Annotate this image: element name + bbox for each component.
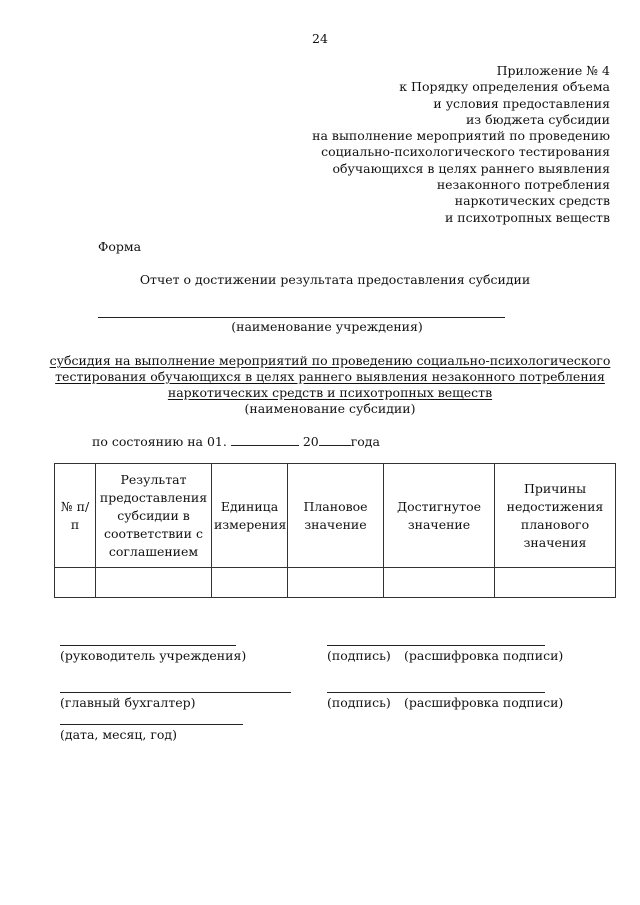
head-decoding-caption: (расшифровка подписи) <box>404 648 564 663</box>
appendix-line: и психотропных веществ <box>444 209 610 225</box>
table-cell[interactable] <box>384 568 495 598</box>
accountant-signature-caption: (подпись) <box>327 695 391 710</box>
as-of-year-field[interactable] <box>319 434 351 446</box>
as-of-year-prefix: 20 <box>302 434 319 449</box>
table-cell[interactable] <box>212 568 288 598</box>
appendix-line: незаконного потребления <box>436 177 610 193</box>
head-signature-line[interactable] <box>60 645 236 646</box>
as-of-day-month-field[interactable] <box>231 434 299 446</box>
as-of-date <box>92 434 380 449</box>
page-number: 24 <box>312 31 328 46</box>
table-row <box>55 568 616 598</box>
form-label: Форма <box>98 239 142 254</box>
subsidy-caption: (наименование субсидии) <box>244 401 416 416</box>
appendix-line: к Порядку определения объема <box>399 79 610 95</box>
date-line[interactable] <box>60 724 243 725</box>
table-cell[interactable] <box>288 568 384 598</box>
table-cell[interactable] <box>495 568 616 598</box>
head-caption: (руководитель учреждения) <box>60 648 247 663</box>
appendix-line: социально-психологического тестирования <box>321 144 610 160</box>
header-planned: Плановое значение <box>288 464 384 568</box>
accountant-caption: (главный бухгалтер) <box>60 695 196 710</box>
appendix-line: из бюджета субсидии <box>465 111 610 127</box>
as-of-prefix: по состоянию на 01. <box>92 434 227 449</box>
header-achieved: Достигнутое значение <box>384 464 495 568</box>
appendix-line: наркотических средств <box>454 193 610 209</box>
head-decoding-line[interactable] <box>327 645 545 646</box>
header-reasons: Причины недостижения планового значения <box>495 464 616 568</box>
institution-caption: (наименование учреждения) <box>231 319 423 334</box>
date-caption: (дата, месяц, год) <box>60 727 177 742</box>
appendix-line: на выполнение мероприятий по проведению <box>312 128 610 144</box>
table-header-row <box>55 464 616 568</box>
appendix-line: Приложение № 4 <box>496 63 610 78</box>
subsidy-line: тестирования обучающихся в целях раннего выявления незаконного потребления <box>55 369 605 384</box>
head-signature-caption: (подпись) <box>327 648 391 663</box>
table-cell[interactable] <box>55 568 96 598</box>
header-number: № п/п <box>55 464 96 568</box>
accountant-decoding-line[interactable] <box>327 692 545 693</box>
accountant-signature-line[interactable] <box>60 692 291 693</box>
appendix-line: обучающихся в целях раннего выявления <box>332 160 610 176</box>
accountant-decoding-caption: (расшифровка подписи) <box>404 695 564 710</box>
report-title: Отчет о достижении результата предоставления субсидии <box>139 272 531 287</box>
subsidy-name <box>40 353 620 417</box>
institution-name-field[interactable] <box>98 317 505 318</box>
subsidy-line: наркотических средств и психотропных веществ <box>167 385 493 400</box>
appendix-block <box>190 63 610 226</box>
as-of-suffix: года <box>350 434 380 449</box>
subsidy-line: субсидия на выполнение мероприятий по проведению социально-психологического <box>49 353 611 368</box>
table-cell[interactable] <box>96 568 212 598</box>
header-result: Результат предоставления субсидии в соответствии с соглашением <box>96 464 212 568</box>
header-unit: Единица измерения <box>212 464 288 568</box>
report-table <box>54 463 616 598</box>
appendix-line: и условия предоставления <box>433 95 610 111</box>
